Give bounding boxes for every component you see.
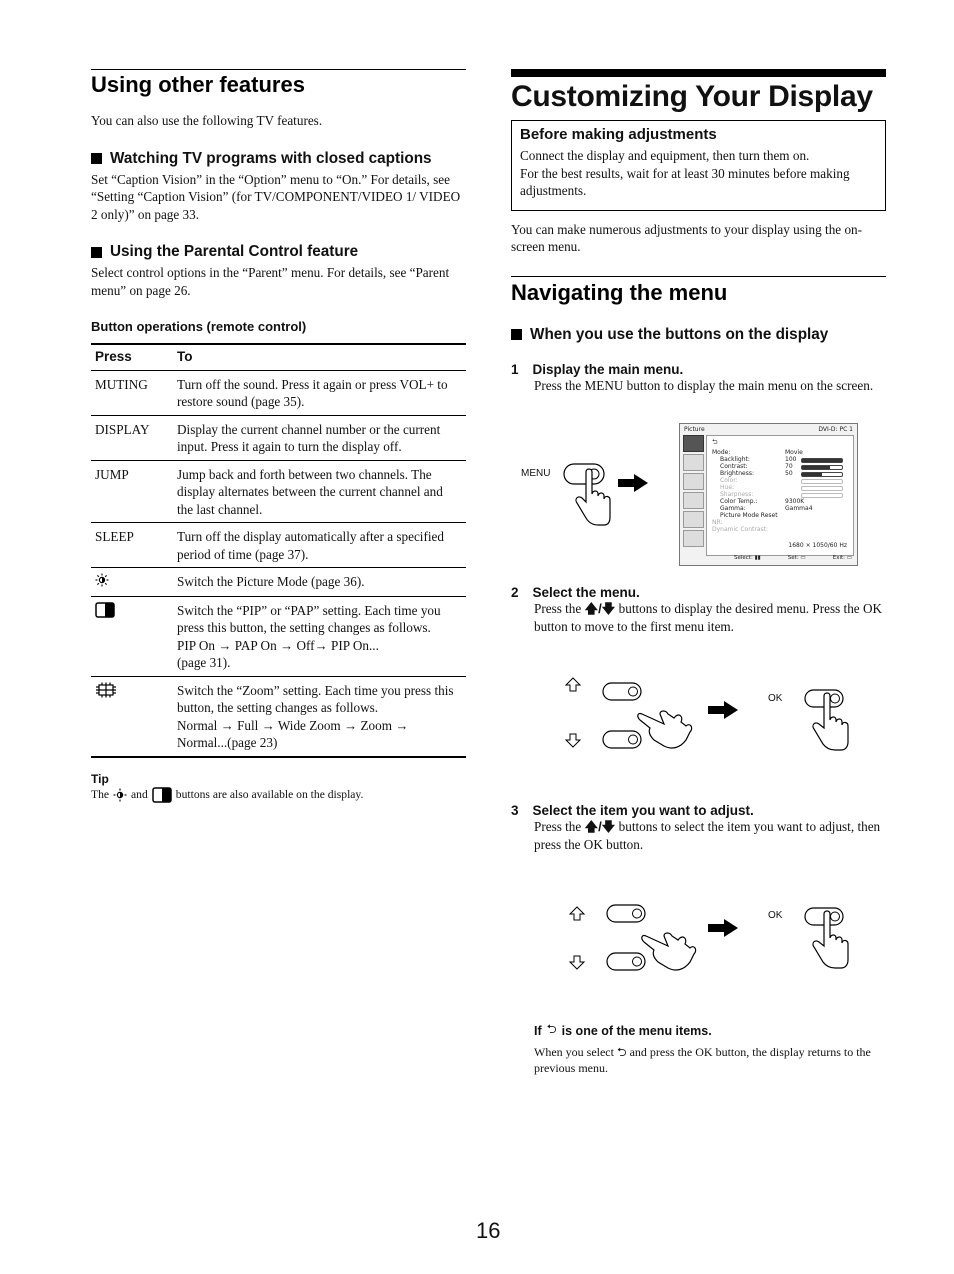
osd-slider-fill	[802, 466, 830, 469]
to-line: PIP On → PAP On → Off→ PIP On...	[177, 637, 379, 653]
tip-text-and: and	[131, 788, 148, 801]
osd-return-icon: ⮌	[712, 438, 718, 446]
osd-item-label: Gamma:	[720, 505, 746, 512]
to-cell: Switch the Picture Mode (page 36).	[173, 568, 466, 597]
step-number: 2	[511, 585, 519, 600]
to-line: Normal → Full → Wide Zoom → Zoom →	[177, 717, 409, 733]
right-column	[511, 69, 886, 394]
step-2-text: Press the 🡅/🡇 buttons to display the desired menu. Press the OK button to move to the first menu item.	[534, 601, 882, 634]
osd-slider-fill	[802, 459, 842, 462]
osd-item-label: Sharpness:	[720, 491, 754, 498]
to-line: (page 31).	[177, 655, 231, 670]
osd-item-row	[712, 505, 849, 512]
osd-footer	[706, 555, 852, 561]
step-number: 3	[511, 803, 519, 818]
press-cell: SLEEP	[91, 523, 173, 568]
return-icon: ⮌	[546, 1022, 557, 1036]
osd-item-value: 100	[785, 456, 797, 463]
osd-item-row	[712, 484, 849, 491]
zoom-icon	[95, 682, 117, 698]
table-row	[91, 370, 466, 415]
step-3	[511, 803, 886, 853]
step-1-text: Press the MENU button to display the main menu on the screen.	[534, 377, 874, 393]
nav-rule	[511, 276, 886, 277]
osd-item-label: Color Temp.:	[720, 498, 758, 505]
tip-text	[91, 787, 466, 803]
osd-item-row	[712, 470, 849, 477]
table-row	[91, 523, 466, 568]
table-row	[91, 568, 466, 597]
osd-slider-bar	[801, 486, 843, 491]
osd-item-row	[712, 456, 849, 463]
osd-item-label: Dynamic Contrast:	[712, 526, 769, 533]
osd-tabs	[683, 435, 704, 555]
osd-tab-picture-icon	[683, 435, 704, 452]
osd-menu-screenshot	[679, 423, 858, 566]
osd-item-row	[712, 463, 849, 470]
right-arrow-icon	[708, 919, 738, 937]
nav-title: Navigating the menu	[511, 279, 728, 305]
square-bullet-icon	[511, 329, 522, 340]
osd-item-value: Movie	[785, 449, 803, 456]
osd-item-value	[785, 519, 801, 526]
osd-item-label: NR:	[712, 519, 723, 526]
osd-footer-exit: Exit: ▭	[832, 555, 852, 561]
square-bullet-icon	[91, 153, 102, 164]
intro-text: You can make numerous adjustments to your display using the on-screen menu.	[511, 221, 863, 254]
osd-tab-option-icon	[683, 511, 704, 528]
step-3-title	[511, 803, 886, 818]
table-row	[91, 596, 466, 676]
parental-heading	[91, 243, 466, 261]
osd-item-label: Brightness:	[720, 470, 754, 477]
pip-icon	[152, 787, 172, 803]
select-item-illustration	[560, 898, 860, 978]
osd-item-label: Hue:	[720, 484, 735, 491]
captions-heading-text: Watching TV programs with closed captions	[110, 149, 432, 167]
press-cell	[91, 676, 173, 757]
osd-item-label: Contrast:	[720, 463, 748, 470]
table-row	[91, 676, 466, 757]
down-arrow-icon	[566, 734, 580, 747]
osd-resolution: 1680 × 1050/60 Hz	[788, 542, 847, 549]
osd-title: Picture	[684, 426, 705, 433]
osd-item-row	[712, 519, 849, 526]
osd-slider-bar	[801, 472, 843, 477]
to-line: Normal...(page 23)	[177, 735, 278, 750]
left-column	[91, 69, 466, 803]
osd-item-row	[712, 477, 849, 484]
intro-text: You can also use the following TV features.	[91, 113, 323, 128]
osd-item-list	[707, 449, 853, 533]
return-icon: ⮌	[616, 1045, 627, 1059]
osd-tab-screen-icon	[683, 473, 704, 490]
up-arrow-icon	[566, 678, 580, 691]
table-header-press: Press	[91, 344, 173, 370]
osd-tab-sound-icon	[683, 454, 704, 471]
osd-item-label: Color:	[720, 477, 738, 484]
table-row	[91, 460, 466, 523]
osd-item-value: 9300K	[785, 498, 805, 505]
button-operations-table	[91, 343, 466, 758]
osd-item-value	[785, 477, 801, 484]
step-number: 1	[511, 361, 519, 377]
osd-item-row	[712, 449, 849, 456]
table-title: Button operations (remote control)	[91, 319, 307, 334]
osd-item-value	[785, 484, 801, 491]
ok-label: OK	[768, 910, 783, 921]
osd-item-value: 70	[785, 463, 793, 470]
osd-tab-parent-icon	[683, 530, 704, 547]
box-line-2: For the best results, wait for at least 30 minutes before making adjustments.	[520, 165, 850, 198]
right-arrow-icon	[708, 701, 738, 719]
picture-mode-icon	[113, 788, 127, 802]
square-bullet-icon	[91, 247, 102, 258]
table-header-to: To	[173, 344, 466, 370]
osd-tab-setup-icon	[683, 492, 704, 509]
osd-item-value: 50	[785, 470, 793, 477]
picture-mode-icon	[95, 573, 109, 587]
section-rule	[91, 69, 466, 70]
title-rule	[511, 69, 886, 77]
step-2-title	[511, 585, 886, 600]
nav-subheading	[511, 326, 886, 344]
up-arrow-icon	[570, 907, 584, 920]
parental-text: Select control options in the “Parent” menu. For details, see “Parent menu” on page 26.	[91, 265, 450, 298]
osd-item-value	[785, 526, 801, 533]
press-cell	[91, 568, 173, 597]
osd-slider-fill	[802, 473, 822, 476]
osd-header	[680, 424, 857, 434]
osd-item-value	[785, 512, 801, 519]
to-cell: Display the current channel number or the current input. Press it again to turn the display off.	[173, 415, 466, 460]
up-down-arrows-icon: 🡅/🡇	[584, 819, 616, 834]
down-arrow-icon	[570, 956, 584, 969]
table-row	[91, 415, 466, 460]
osd-item-row	[712, 526, 849, 533]
osd-item-row	[712, 491, 849, 498]
parental-heading-text: Using the Parental Control feature	[110, 243, 359, 260]
tip-text-after: buttons are also available on the display.	[175, 788, 364, 801]
tip-label: Tip	[91, 771, 109, 786]
osd-item-label: Picture Mode Reset	[720, 512, 778, 519]
osd-input: DVI-D: PC 1	[818, 426, 853, 433]
captions-heading	[91, 150, 466, 168]
to-cell: Jump back and forth between two channels. The display alternates between the current channel and the last channel.	[173, 460, 466, 523]
step-title: Display the main menu.	[532, 361, 684, 377]
to-line: Switch the “Zoom” setting. Each time you press this button, the setting changes as follows.	[177, 682, 454, 715]
hand-pointer-icon	[638, 711, 692, 748]
page-number: 16	[476, 1218, 501, 1243]
step-title: Select the menu.	[532, 585, 640, 600]
press-cell: JUMP	[91, 460, 173, 523]
press-cell: DISPLAY	[91, 415, 173, 460]
to-cell	[173, 676, 466, 757]
hand-pointer-icon	[642, 933, 696, 970]
pip-icon	[95, 602, 115, 618]
step-2	[511, 585, 886, 635]
tip-text-before: The	[91, 788, 110, 801]
osd-item-value	[785, 491, 801, 498]
captions-text: Set “Caption Vision” in the “Option” menu to “On.” For details, see “Setting “Caption Vision” (for TV/COMPONENT/VIDEO 1/ VIDEO 2 only)” on page 33.	[91, 171, 461, 222]
section-title: Using other features	[91, 72, 305, 97]
osd-item-row	[712, 498, 849, 505]
press-cell: MUTING	[91, 370, 173, 415]
box-heading: Before making adjustments	[520, 126, 717, 143]
menu-press-illustration	[560, 462, 650, 528]
right-arrow-icon	[618, 474, 648, 492]
osd-slider-bar	[801, 479, 843, 484]
to-cell: Turn off the sound. Press it again or press VOL+ to restore sound (page 35).	[173, 370, 466, 415]
osd-footer-select: Select: ▮▮	[734, 555, 761, 561]
step-title: Select the item you want to adjust.	[532, 803, 754, 818]
step-3-text: Press the 🡅/🡇 buttons to select the item you want to adjust, then press the OK button.	[534, 819, 881, 852]
page-title: Customizing Your Display	[511, 80, 873, 113]
to-cell	[173, 596, 466, 676]
menu-label: MENU	[521, 468, 551, 479]
osd-panel	[706, 435, 854, 556]
to-line: Switch the “PIP” or “PAP” setting. Each time you press this button, the setting changes as follows.	[177, 602, 441, 635]
press-cell	[91, 596, 173, 676]
note-text: When you select ⮌ and press the OK button, the display returns to the previous menu.	[534, 1045, 871, 1075]
osd-item-row	[712, 512, 849, 519]
osd-footer-set: Set: ▭	[787, 555, 806, 561]
to-cell: Turn off the display automatically after a specified period of time (page 37).	[173, 523, 466, 568]
select-menu-illustration	[560, 676, 860, 756]
step-1-title	[511, 362, 886, 377]
note-heading: If ⮌ is one of the menu items.	[534, 1020, 886, 1041]
osd-slider-bar	[801, 465, 843, 470]
osd-slider-bar	[801, 458, 843, 463]
osd-item-label: Mode:	[712, 449, 731, 456]
osd-item-value: Gamma4	[785, 505, 813, 512]
before-adjustments-box	[511, 120, 886, 211]
return-note	[534, 1020, 886, 1076]
osd-slider-bar	[801, 493, 843, 498]
nav-subheading-text: When you use the buttons on the display	[530, 325, 829, 343]
up-down-arrows-icon: 🡅/🡇	[584, 601, 616, 616]
box-line-1: Connect the display and equipment, then turn them on.	[520, 148, 810, 163]
osd-item-label: Backlight:	[720, 456, 750, 463]
ok-label: OK	[768, 693, 783, 704]
table-header-row	[91, 344, 466, 370]
